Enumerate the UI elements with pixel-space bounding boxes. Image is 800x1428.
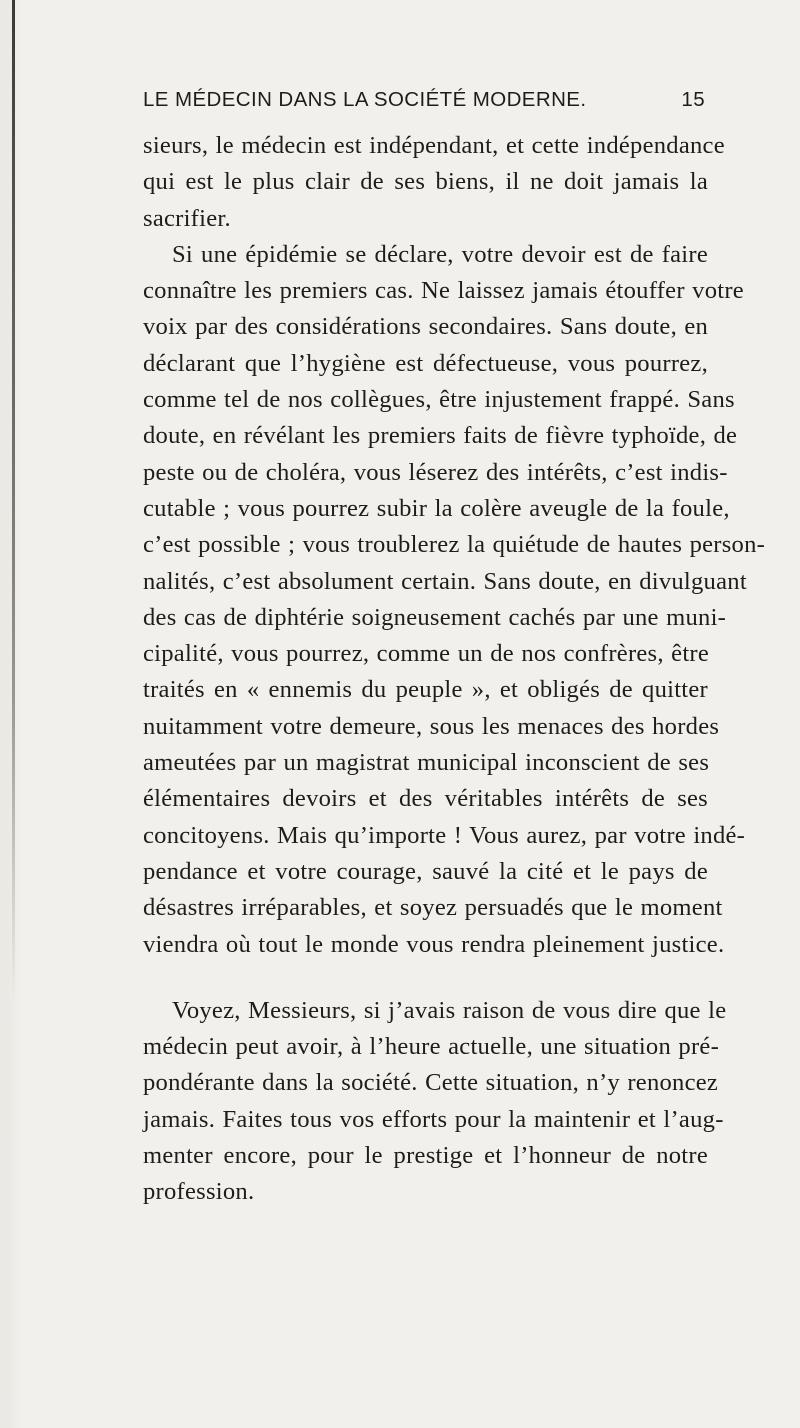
text-line: connaître les premiers cas. Ne laissez jamais étouffer votre	[143, 277, 744, 305]
text-line: profession.	[143, 1178, 255, 1206]
text-line: pondérante dans la société. Cette situation, n’y renoncez	[143, 1069, 719, 1097]
text-line: jamais. Faites tous vos efforts pour la maintenir et l’aug-	[143, 1105, 724, 1133]
text-line: cutable ; vous pourrez subir la colère aveugle de la foule,	[143, 494, 730, 522]
text-line: comme tel de nos collègues, être injustement frappé. Sans	[143, 386, 735, 414]
paragraph-gap	[143, 963, 708, 993]
text-line: voix par des considérations secondaires. Sans doute, en	[143, 313, 709, 341]
text-line: médecin peut avoir, à l’heure actuelle, une situation pré-	[143, 1033, 720, 1061]
paragraph-3	[143, 993, 727, 1211]
text-line: cipalité, vous pourrez, comme un de nos confrères, être	[143, 640, 710, 668]
running-title: LE MÉDECIN DANS LA SOCIÉTÉ MODERNE.	[143, 88, 587, 111]
text-line: ameutées par un magistrat municipal inconscient de ses	[143, 749, 710, 777]
text-line: doute, en révélant les premiers faits de fièvre typhoïde, de	[143, 422, 738, 450]
page-binding-edge	[12, 0, 15, 1000]
text-line: déclarant que l’hygiène est défectueuse, vous pourrez,	[143, 349, 708, 377]
text-line: concitoyens. Mais qu’importe ! Vous aurez, par votre indé-	[143, 821, 746, 849]
text-line: qui est le plus clair de ses biens, il ne doit jamais la	[143, 168, 708, 196]
text-line: peste ou de choléra, vous léserez des intérêts, c’est indis-	[143, 458, 728, 486]
page-binding-shadow	[0, 0, 22, 1428]
paragraph-2	[143, 237, 766, 963]
text-line: nuitamment votre demeure, sous les menaces des hordes	[143, 712, 720, 740]
text-line: désastres irréparables, et soyez persuadés que le moment	[143, 894, 723, 922]
page-number: 15	[681, 88, 705, 111]
text-line: des cas de diphtérie soigneusement cachés par une muni-	[143, 603, 727, 631]
text-line: traités en « ennemis du peuple », et obligés de quitter	[143, 676, 708, 704]
text-line: nalités, c’est absolument certain. Sans doute, en divulguant	[143, 567, 747, 595]
running-head	[143, 86, 705, 114]
text-line: menter encore, pour le prestige et l’honneur de notre	[143, 1142, 708, 1170]
text-line: pendance et votre courage, sauvé la cité et le pays de	[143, 857, 708, 885]
text-line: Si une épidémie se déclare, votre devoir est de faire	[172, 240, 708, 268]
text-line: viendra où tout le monde vous rendra pleinement justice.	[143, 930, 725, 958]
body-text	[143, 128, 766, 1211]
text-line: c’est possible ; vous troublerez la quiétude de hautes person-	[143, 531, 766, 559]
text-line: sacrifier.	[143, 204, 231, 232]
text-line: élémentaires devoirs et des véritables intérêts de ses	[143, 785, 708, 813]
text-line: Voyez, Messieurs, si j’avais raison de vous dire que le	[172, 996, 727, 1024]
text-line: sieurs, le médecin est indépendant, et cette indépendance	[143, 132, 725, 159]
paragraph-1	[143, 128, 725, 237]
